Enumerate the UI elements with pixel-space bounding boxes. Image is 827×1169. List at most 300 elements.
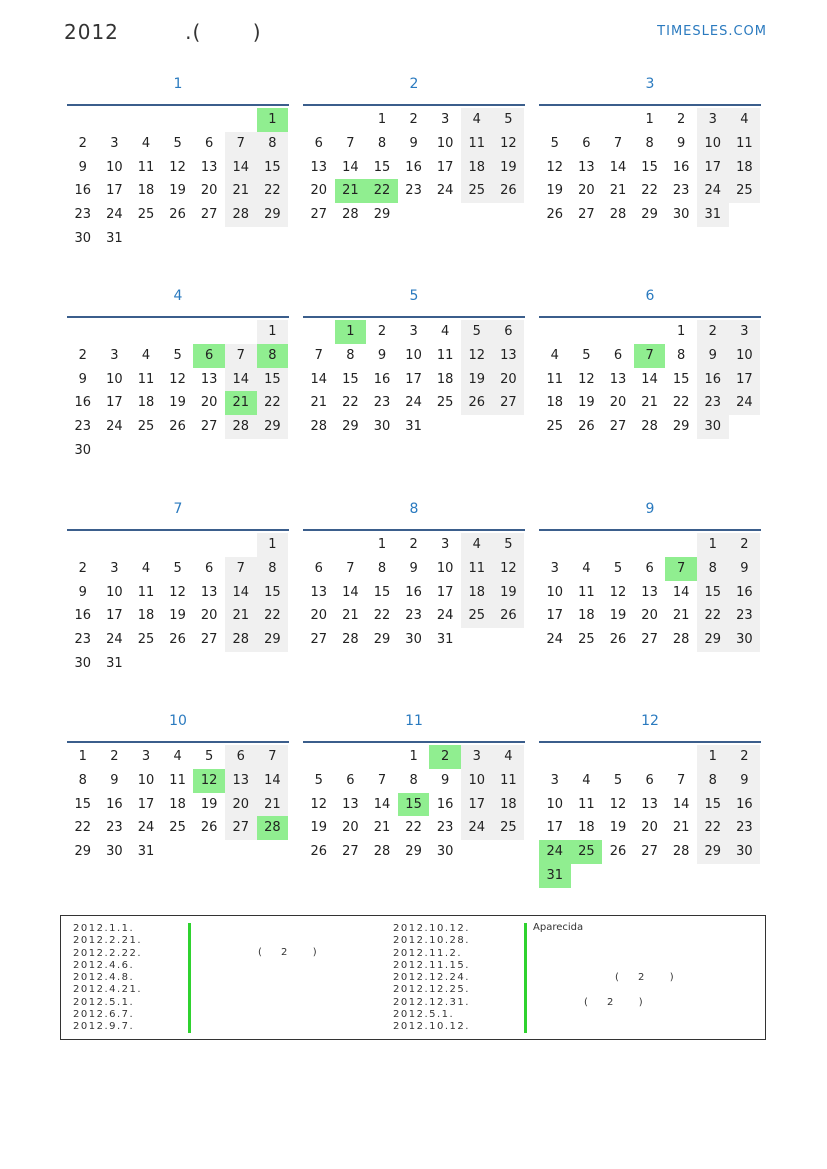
holiday-day-cell: 24 xyxy=(539,840,571,864)
day-cell: 8 xyxy=(677,347,686,363)
day-cell: 7 xyxy=(225,132,257,156)
day-cell: 22 xyxy=(342,395,359,411)
day-cell: 5 xyxy=(173,135,182,151)
day-cell: 8 xyxy=(645,135,654,151)
day-cell: 24 xyxy=(436,183,454,199)
day-cell: 26 xyxy=(609,632,627,648)
day-cell: 18 xyxy=(461,581,493,605)
day-cell: 13 xyxy=(200,584,218,600)
day-cell: 11 xyxy=(137,159,155,175)
day-cell: 11 xyxy=(137,371,155,387)
month-grid xyxy=(67,320,289,463)
day-cell: 20 xyxy=(342,820,359,836)
day-cell: 8 xyxy=(697,769,729,793)
day-cell: 4 xyxy=(493,745,525,769)
holiday-day-cell: 8 xyxy=(257,344,289,368)
day-cell: 22 xyxy=(641,183,658,199)
day-cell: 9 xyxy=(677,135,686,151)
day-cell: 28 xyxy=(373,844,391,860)
day-cell: 8 xyxy=(377,135,387,151)
month-title: 9 xyxy=(645,501,655,517)
month-grid xyxy=(539,108,761,227)
month-4 xyxy=(67,282,289,463)
day-cell: 4 xyxy=(173,749,182,764)
day-cell: 29 xyxy=(697,840,729,864)
month-title: 1 xyxy=(173,76,183,92)
day-cell: 29 xyxy=(373,207,391,223)
day-cell: 3 xyxy=(461,745,493,769)
empty-cell xyxy=(335,745,367,769)
day-cell: 22 xyxy=(257,604,289,628)
day-cell: 12 xyxy=(310,796,328,812)
empty-cell xyxy=(539,533,571,557)
holiday-day-cell: 2 xyxy=(429,745,461,769)
day-cell: 19 xyxy=(169,608,186,624)
day-cell: 14 xyxy=(672,584,690,600)
empty-cell xyxy=(225,533,257,557)
day-cell: 19 xyxy=(609,608,627,624)
day-cell: 13 xyxy=(225,769,257,793)
day-cell: 13 xyxy=(310,159,328,175)
day-cell: 28 xyxy=(342,207,359,223)
empty-cell xyxy=(99,533,131,557)
day-cell: 31 xyxy=(106,230,123,246)
day-cell: 12 xyxy=(493,132,525,156)
day-cell: 5 xyxy=(493,533,525,557)
day-cell: 29 xyxy=(257,203,289,227)
day-cell: 11 xyxy=(546,371,564,387)
day-cell: 23 xyxy=(697,391,729,415)
month-5 xyxy=(303,282,525,439)
holiday-date: 2012.12.31. xyxy=(393,996,470,1008)
day-cell: 31 xyxy=(137,844,155,860)
day-cell: 15 xyxy=(641,159,658,175)
day-cell: 27 xyxy=(493,391,525,415)
empty-cell xyxy=(130,108,162,132)
day-cell: 3 xyxy=(110,347,119,363)
day-cell: 20 xyxy=(578,183,595,199)
day-cell: 5 xyxy=(173,347,182,363)
month-2 xyxy=(303,70,525,227)
day-cell: 14 xyxy=(225,581,257,605)
holiday-day-cell: 1 xyxy=(335,320,367,344)
day-cell: 8 xyxy=(257,132,289,156)
day-cell: 9 xyxy=(409,560,418,576)
day-cell: 8 xyxy=(257,557,289,581)
day-cell: 24 xyxy=(106,207,123,223)
month-rule xyxy=(539,316,761,318)
holiday-date: 2012.12.25. xyxy=(393,984,470,996)
day-cell: 26 xyxy=(578,419,595,435)
day-cell: 12 xyxy=(546,159,564,175)
day-cell: 24 xyxy=(405,395,422,411)
day-cell: 25 xyxy=(137,419,155,435)
day-cell: 5 xyxy=(550,135,559,151)
day-cell: 2 xyxy=(409,537,418,552)
day-cell: 24 xyxy=(106,632,123,648)
month-rule xyxy=(67,741,289,743)
holiday-dates-left xyxy=(73,923,142,1034)
day-cell: 15 xyxy=(257,581,289,605)
day-cell: 16 xyxy=(74,608,92,624)
day-cell: 30 xyxy=(672,207,690,223)
day-cell: 15 xyxy=(373,584,391,600)
day-cell: 11 xyxy=(729,132,761,156)
day-cell: 4 xyxy=(582,560,591,576)
day-cell: 16 xyxy=(373,371,391,387)
day-cell: 30 xyxy=(729,840,761,864)
day-cell: 8 xyxy=(346,347,355,363)
holiday-list xyxy=(60,915,766,1040)
day-cell: 30 xyxy=(74,442,92,458)
day-cell: 4 xyxy=(461,533,493,557)
empty-cell xyxy=(539,745,571,769)
day-cell: 12 xyxy=(461,344,493,368)
month-title: 4 xyxy=(173,288,183,304)
day-cell: 31 xyxy=(405,419,422,435)
holiday-date: 2012.5.1. xyxy=(73,996,135,1008)
day-cell: 1 xyxy=(78,749,87,764)
holiday-note-right-1: ( 2 ) xyxy=(615,972,674,983)
day-cell: 3 xyxy=(697,108,729,132)
day-cell: 25 xyxy=(137,207,155,223)
empty-cell xyxy=(193,320,225,344)
day-cell: 27 xyxy=(200,632,218,648)
day-cell: 14 xyxy=(672,796,690,812)
day-cell: 30 xyxy=(106,844,123,860)
month-grid xyxy=(303,320,525,439)
day-cell: 3 xyxy=(550,560,559,576)
day-cell: 20 xyxy=(200,183,218,199)
site-logo[interactable]: TIMESLES.COM xyxy=(657,24,767,39)
holiday-day-cell: 15 xyxy=(398,793,430,817)
month-grid xyxy=(67,745,289,864)
day-cell: 21 xyxy=(225,179,257,203)
day-cell: 17 xyxy=(137,796,155,812)
day-cell: 30 xyxy=(436,844,454,860)
day-cell: 29 xyxy=(74,844,92,860)
day-cell: 23 xyxy=(672,183,690,199)
day-cell: 19 xyxy=(461,368,493,392)
holiday-date: 2012.1.1. xyxy=(73,923,135,934)
day-cell: 26 xyxy=(493,604,525,628)
day-cell: 16 xyxy=(74,183,92,199)
day-cell: 1 xyxy=(377,537,387,552)
day-cell: 12 xyxy=(169,159,186,175)
day-cell: 6 xyxy=(314,135,323,151)
day-cell: 14 xyxy=(609,159,627,175)
day-cell: 2 xyxy=(697,320,729,344)
month-grid xyxy=(67,533,289,676)
day-cell: 1 xyxy=(257,320,289,344)
day-cell: 21 xyxy=(373,820,391,836)
day-cell: 14 xyxy=(342,159,359,175)
day-cell: 9 xyxy=(110,772,119,788)
day-cell: 18 xyxy=(461,156,493,180)
empty-cell xyxy=(602,745,634,769)
day-cell: 6 xyxy=(346,772,355,788)
day-cell: 28 xyxy=(225,415,257,439)
day-cell: 15 xyxy=(342,371,359,387)
day-cell: 6 xyxy=(205,135,214,151)
day-cell: 20 xyxy=(310,608,328,624)
holiday-day-cell: 25 xyxy=(571,840,603,864)
holiday-day-cell: 28 xyxy=(257,816,289,840)
day-cell: 17 xyxy=(546,608,564,624)
day-cell: 2 xyxy=(409,112,418,127)
day-cell: 21 xyxy=(257,793,289,817)
day-cell: 28 xyxy=(641,419,658,435)
day-cell: 5 xyxy=(613,560,623,576)
day-cell: 22 xyxy=(257,391,289,415)
day-cell: 17 xyxy=(106,608,123,624)
day-cell: 13 xyxy=(310,584,328,600)
day-cell: 24 xyxy=(436,608,454,624)
day-cell: 12 xyxy=(169,584,186,600)
day-cell: 14 xyxy=(342,584,359,600)
day-cell: 18 xyxy=(169,796,186,812)
day-cell: 27 xyxy=(641,632,658,648)
day-cell: 17 xyxy=(697,156,729,180)
day-cell: 10 xyxy=(137,772,155,788)
day-cell: 6 xyxy=(314,560,323,576)
day-cell: 17 xyxy=(436,584,454,600)
holiday-day-cell: 7 xyxy=(634,344,666,368)
empty-cell xyxy=(571,108,603,132)
day-cell: 4 xyxy=(582,772,591,788)
day-cell: 3 xyxy=(441,537,450,552)
day-cell: 27 xyxy=(310,632,328,648)
day-cell: 27 xyxy=(225,816,257,840)
day-cell: 27 xyxy=(641,844,658,860)
day-cell: 18 xyxy=(137,395,155,411)
empty-cell xyxy=(634,745,666,769)
month-7 xyxy=(67,495,289,676)
day-cell: 20 xyxy=(200,395,218,411)
day-cell: 13 xyxy=(493,344,525,368)
day-cell: 26 xyxy=(461,391,493,415)
day-cell: 7 xyxy=(225,557,257,581)
day-cell: 22 xyxy=(672,395,690,411)
day-cell: 6 xyxy=(645,560,654,576)
day-cell: 10 xyxy=(106,584,123,600)
day-cell: 23 xyxy=(729,604,761,628)
day-cell: 18 xyxy=(546,395,564,411)
day-cell: 13 xyxy=(200,159,218,175)
day-cell: 1 xyxy=(645,112,654,127)
month-title: 5 xyxy=(409,288,419,304)
day-cell: 28 xyxy=(225,628,257,652)
day-cell: 24 xyxy=(729,391,761,415)
day-cell: 18 xyxy=(578,820,595,836)
month-rule xyxy=(539,529,761,531)
day-cell: 28 xyxy=(225,203,257,227)
holiday-note-left: ( 2 ) xyxy=(258,947,317,958)
month-title: 11 xyxy=(405,713,423,729)
day-cell: 30 xyxy=(373,419,391,435)
empty-cell xyxy=(335,108,367,132)
day-cell: 3 xyxy=(729,320,761,344)
day-cell: 22 xyxy=(405,820,422,836)
day-cell: 16 xyxy=(729,581,761,605)
day-cell: 15 xyxy=(697,581,729,605)
holiday-day-cell: 12 xyxy=(193,769,225,793)
empty-cell xyxy=(303,320,335,344)
day-cell: 16 xyxy=(436,796,454,812)
holiday-date: 2012.4.8. xyxy=(73,972,135,984)
day-cell: 27 xyxy=(342,844,359,860)
day-cell: 4 xyxy=(141,560,151,576)
empty-cell xyxy=(665,533,697,557)
holiday-day-cell: 6 xyxy=(193,344,225,368)
holiday-date: 2012.6.7. xyxy=(73,1009,135,1021)
empty-cell xyxy=(225,108,257,132)
day-cell: 15 xyxy=(257,156,289,180)
day-cell: 12 xyxy=(609,796,627,812)
empty-cell xyxy=(539,320,571,344)
empty-cell xyxy=(162,320,194,344)
day-cell: 17 xyxy=(729,368,761,392)
day-cell: 15 xyxy=(697,793,729,817)
day-cell: 7 xyxy=(225,344,257,368)
holiday-date: 2012.9.7. xyxy=(73,1021,135,1033)
day-cell: 23 xyxy=(405,183,422,199)
empty-cell xyxy=(225,320,257,344)
empty-cell xyxy=(193,108,225,132)
day-cell: 18 xyxy=(729,156,761,180)
day-cell: 23 xyxy=(373,395,391,411)
day-cell: 6 xyxy=(645,772,654,788)
holiday-date: 2012.4.6. xyxy=(73,959,135,971)
day-cell: 1 xyxy=(677,324,686,339)
month-grid xyxy=(539,533,761,652)
day-cell: 8 xyxy=(78,772,87,788)
day-cell: 19 xyxy=(169,395,186,411)
day-cell: 20 xyxy=(641,820,658,836)
day-cell: 4 xyxy=(729,108,761,132)
month-title: 8 xyxy=(409,501,419,517)
empty-cell xyxy=(571,320,603,344)
day-cell: 27 xyxy=(578,207,595,223)
day-cell: 24 xyxy=(106,419,123,435)
day-cell: 18 xyxy=(493,793,525,817)
day-cell: 23 xyxy=(405,608,422,624)
month-10 xyxy=(67,707,289,864)
day-cell: 16 xyxy=(672,159,690,175)
month-rule xyxy=(67,316,289,318)
empty-cell xyxy=(602,320,634,344)
empty-cell xyxy=(303,533,335,557)
day-cell: 24 xyxy=(137,820,155,836)
day-cell: 30 xyxy=(74,655,92,671)
holiday-date: 2012.12.24. xyxy=(393,972,470,984)
day-cell: 7 xyxy=(257,745,289,769)
day-cell: 17 xyxy=(436,159,454,175)
day-cell: 11 xyxy=(578,796,595,812)
month-grid xyxy=(67,108,289,251)
day-cell: 28 xyxy=(609,207,627,223)
day-cell: 23 xyxy=(729,816,761,840)
empty-cell xyxy=(99,320,131,344)
day-cell: 5 xyxy=(314,772,323,788)
day-cell: 26 xyxy=(169,419,186,435)
holiday-divider-left xyxy=(188,923,191,1033)
day-cell: 14 xyxy=(641,371,658,387)
day-cell: 13 xyxy=(641,796,658,812)
day-cell: 26 xyxy=(546,207,564,223)
day-cell: 6 xyxy=(613,347,623,363)
day-cell: 11 xyxy=(493,769,525,793)
empty-cell xyxy=(67,320,99,344)
day-cell: 10 xyxy=(729,344,761,368)
day-cell: 9 xyxy=(441,772,450,788)
empty-cell xyxy=(634,533,666,557)
month-grid xyxy=(539,745,761,888)
day-cell: 1 xyxy=(257,533,289,557)
day-cell: 14 xyxy=(225,156,257,180)
day-cell: 27 xyxy=(200,207,218,223)
day-cell: 10 xyxy=(405,347,422,363)
day-cell: 16 xyxy=(106,796,123,812)
day-cell: 21 xyxy=(609,183,627,199)
day-cell: 23 xyxy=(74,207,92,223)
day-cell: 14 xyxy=(257,769,289,793)
empty-cell xyxy=(67,108,99,132)
day-cell: 13 xyxy=(200,371,218,387)
empty-cell xyxy=(571,745,603,769)
day-cell: 12 xyxy=(169,371,186,387)
day-cell: 13 xyxy=(609,371,627,387)
day-cell: 6 xyxy=(205,560,214,576)
empty-cell xyxy=(634,320,666,344)
day-cell: 8 xyxy=(697,557,729,581)
day-cell: 2 xyxy=(78,347,87,363)
holiday-date: 2012.11.2. xyxy=(393,947,463,959)
month-11 xyxy=(303,707,525,864)
month-title: 12 xyxy=(641,713,659,729)
day-cell: 22 xyxy=(373,608,391,624)
day-cell: 9 xyxy=(409,135,418,151)
day-cell: 30 xyxy=(74,230,92,246)
day-cell: 21 xyxy=(672,820,690,836)
day-cell: 19 xyxy=(310,820,328,836)
empty-cell xyxy=(539,108,571,132)
day-cell: 3 xyxy=(141,749,151,764)
day-cell: 27 xyxy=(200,419,218,435)
day-cell: 20 xyxy=(493,368,525,392)
month-6 xyxy=(539,282,761,439)
holiday-day-cell: 22 xyxy=(366,179,398,203)
day-cell: 30 xyxy=(405,632,422,648)
empty-cell xyxy=(162,108,194,132)
day-cell: 10 xyxy=(697,132,729,156)
day-cell: 11 xyxy=(578,584,595,600)
day-cell: 16 xyxy=(405,159,422,175)
day-cell: 2 xyxy=(677,112,686,127)
day-cell: 25 xyxy=(461,604,493,628)
day-cell: 12 xyxy=(578,371,595,387)
day-cell: 17 xyxy=(405,371,422,387)
day-cell: 5 xyxy=(613,772,623,788)
day-cell: 21 xyxy=(225,604,257,628)
holiday-day-cell: 21 xyxy=(225,391,257,415)
day-cell: 6 xyxy=(582,135,591,151)
day-cell: 11 xyxy=(461,557,493,581)
day-cell: 16 xyxy=(697,368,729,392)
day-cell: 31 xyxy=(106,655,123,671)
day-cell: 29 xyxy=(697,628,729,652)
month-title: 6 xyxy=(645,288,655,304)
